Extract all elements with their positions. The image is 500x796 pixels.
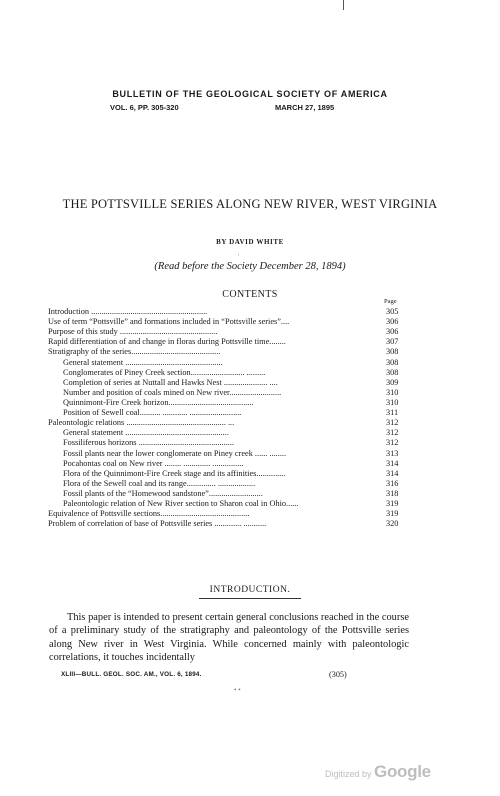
introduction-rule [199,598,301,599]
toc-entry-page: 319 [386,499,399,509]
toc-entry [48,327,399,337]
toc-entry-label: Flora of the Quinnimont-Fire Creek stage and its affinities.............. [63,468,286,478]
toc-subentry [48,438,399,448]
toc-entry [48,347,399,357]
toc-subentry [48,458,399,469]
introduction-heading: INTRODUCTION. [209,585,291,595]
toc-entry-label: Equivalence of Pottsville sections........................................... [48,509,250,519]
toc-entry-label: Stratigraphy of the series........................................... [48,347,221,357]
read-before-note: (Read before the Society December 28, 1894) [154,261,346,272]
toc-entry-label: Introduction ........................................................ [48,307,208,316]
toc-entry-label: Pocahontas coal on New river ........ ............. ............... [63,458,244,468]
toc-entry-page: 306 [386,327,399,337]
toc-entry-label: Paleontologic relations ................................................ ... [48,418,235,428]
toc-entry-label: General statement ............................................... [63,357,223,367]
toc-entry-label: General statement .................................................. [63,428,229,438]
contents-page-column-label: Page [384,298,397,305]
toc-subentry [48,357,399,368]
toc-entry-page: 320 [386,519,399,529]
toc-entry-page: 312 [386,438,399,448]
toc-entry-label: Flora of the Sewell coal and its range.............. .................. [63,478,256,488]
toc-entry-label: Fossil plants of the “Homewood sandstone”.......................... [63,488,263,498]
toc-entry-page: 319 [386,509,399,519]
toc-entry-page: 305 [386,307,399,316]
toc-entry-label: Conglomerates of Piney Creek section.......................... ......... [63,367,266,377]
toc-entry-page: 316 [386,478,399,488]
toc-subentry [48,367,399,378]
toc-subentry [48,377,399,388]
toc-entry-label: Fossil plants near the lower conglomerate on Piney creek ...... ........ [63,448,287,458]
volume-pages: VOL. 6, PP. 305-320 [110,103,179,112]
toc-entry-label: Purpose of this study ............................................... [48,327,218,337]
toc-entry-page: 312 [386,428,399,438]
journal-title: BULLETIN OF THE GEOLOGICAL SOCIETY OF AMERICA [112,89,388,99]
toc-entry [48,307,399,317]
toc-entry-label: Paleontologic relation of New River section to Sharon coal in Ohio...... [63,499,299,509]
toc-entry-label: Quinnimont-Fire Creek horizon......................................... [63,397,254,407]
toc-entry-page: 308 [386,357,399,367]
toc-entry-label: Completion of series at Nuttall and Hawks Nest ..................... .... [63,377,278,387]
toc-subentry [48,408,399,418]
watermark-prefix: Digitized by [325,769,375,779]
toc-entry-label: Rapid differentiation of and change in floras during Pottsville time........ [48,337,286,347]
toc-entry-page: 314 [386,458,399,468]
toc-entry-page: 313 [386,448,399,458]
toc-entry-page: 318 [386,488,399,498]
toc-entry-label: Position of Sewell coal.......... ............ ......................... [63,408,242,418]
toc-entry-page: 310 [386,397,399,407]
toc-entry-page: 312 [386,418,399,428]
toc-entry-page: 306 [386,317,399,327]
toc-entry-page: 308 [386,367,399,377]
toc-subentry [48,468,399,479]
toc-entry [48,418,399,428]
toc-entry-page: 308 [386,347,399,357]
toc-subentry [48,499,399,509]
toc-subentry [48,488,399,499]
digitized-watermark [325,762,431,782]
toc-subentry [48,387,399,398]
issue-date: MARCH 27, 1895 [275,103,335,112]
page-number: (305) [329,670,347,679]
stray-mark: ' [238,253,240,261]
introduction-paragraph: This paper is intended to present certain general conclusions reached in the course of a preliminary study of the stratigraphy and paleontology of the Pottsville series along New river in West Virginia. While concerned mainly with paleontologic correlations, it touches incidentally [49,612,409,663]
toc-entry-page: 311 [386,408,399,418]
toc-entry-label: Use of term “Pottsville” and formations included in “Pottsville series”.... [48,317,290,327]
toc-entry-label: Problem of correlation of base of Pottsville series ............. ........... [48,519,267,529]
toc-entry [48,509,399,519]
toc-entry [48,337,399,347]
toc-entry-label: Fossiliferous horizons .............................................. [63,438,235,448]
toc-entry-page: 310 [386,387,399,397]
toc-subentry [48,448,399,459]
stray-dots: • • [234,686,241,694]
contents-heading: CONTENTS [222,289,278,300]
author-byline: BY DAVID WHITE [216,238,284,246]
footer-signature: XLIII—BULL. GEOL. SOC. AM., VOL. 6, 1894. [61,671,202,678]
toc-entry-page: 307 [386,337,399,347]
toc-entry-page: 309 [386,377,399,387]
toc-subentry [48,397,399,408]
google-logo: Google [374,762,431,781]
top-edge-rule [343,0,344,10]
toc-entry-label: Number and position of coals mined on New river......................... [63,387,282,397]
toc-subentry [48,478,399,489]
article-title: THE POTTSVILLE SERIES ALONG NEW RIVER, WEST VIRGINIA [62,197,438,211]
table-of-contents [48,307,399,529]
toc-entry [48,317,399,327]
toc-entry-page: 314 [386,468,399,478]
toc-subentry [48,428,399,438]
toc-entry [48,519,399,529]
